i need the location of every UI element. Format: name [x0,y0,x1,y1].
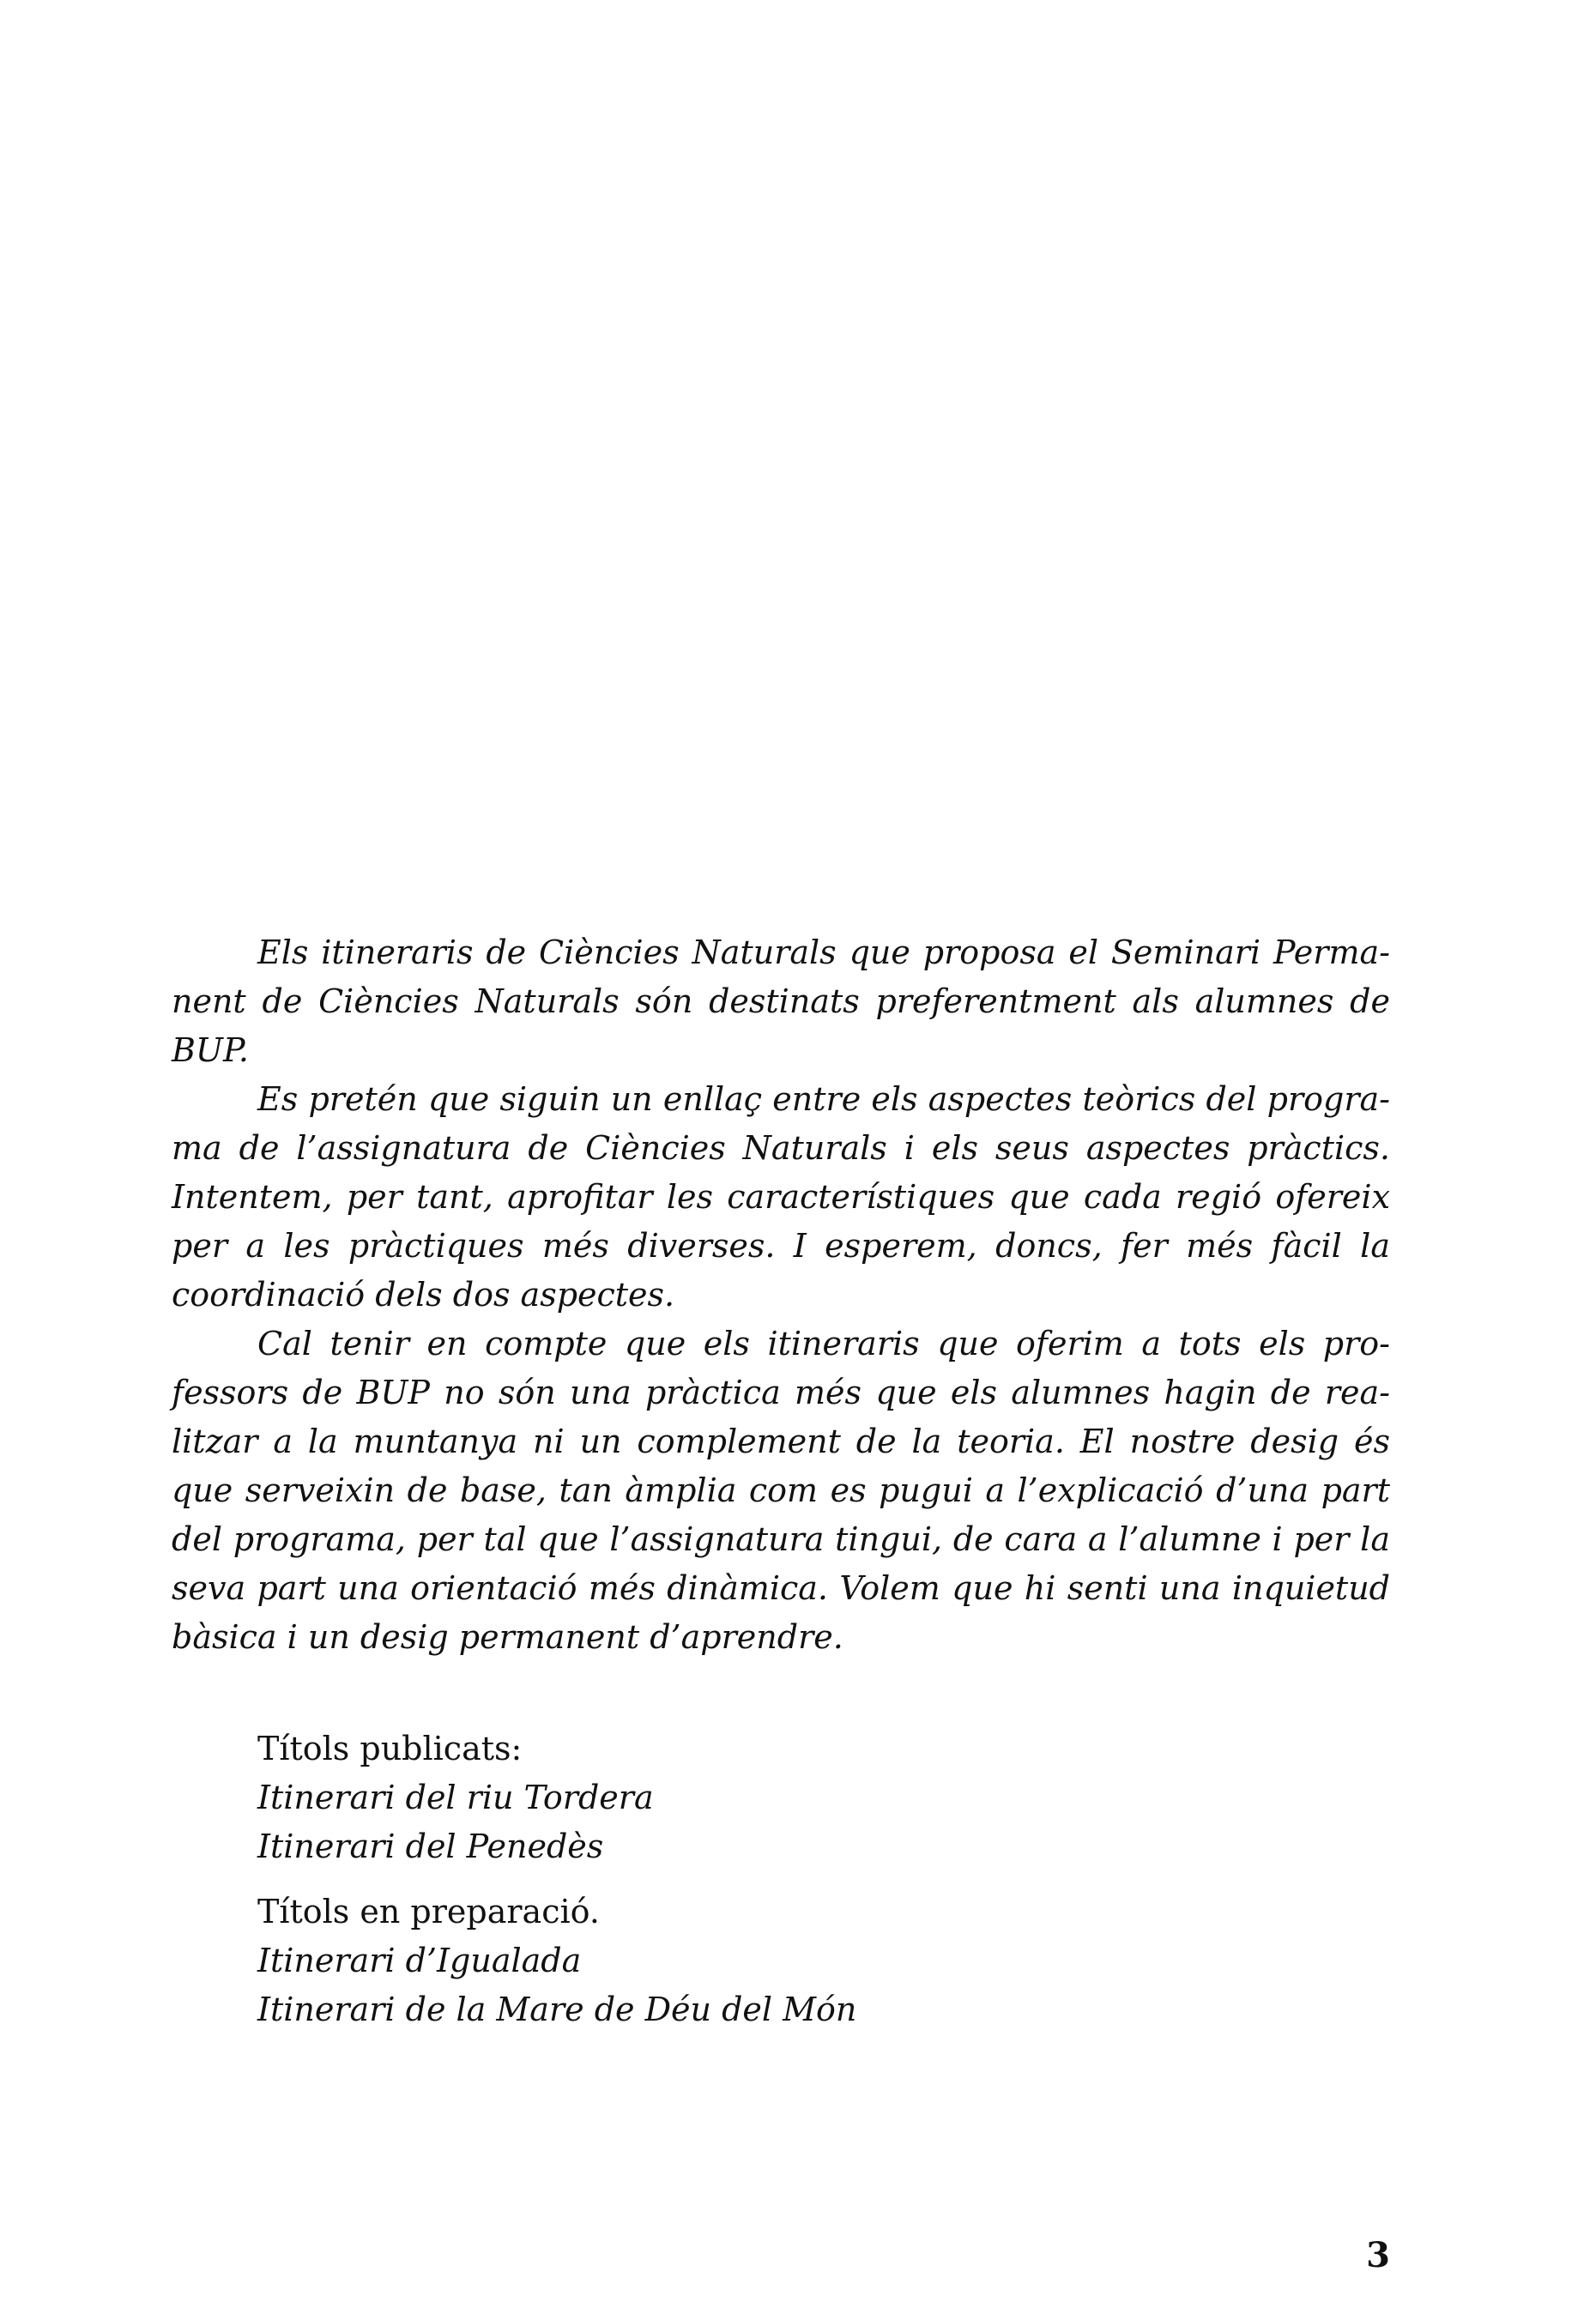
published-titles-heading: Títols publicats: [257,1730,523,1767]
published-title-item: Itinerari del riu Tordera [257,1779,654,1816]
preparation-title-item: Itinerari de la Mare de Déu del Món [257,1991,857,2028]
published-titles-list [257,1773,1115,1871]
intro-paragraph-2: Es pretén que siguin un enllaç entre els aspectes teòrics del programa de l’assignatura de Ciències Naturals i els seus aspectes pràctics. Intentem, per tant, aprofitar les característiques que cada regió ofereix per a les pràctiques més diverses. I esperem, doncs, fer més fàcil la coordinació dels dos aspectes. [172,1080,1390,1314]
intro-paragraph-1: Els itineraris de Ciències Naturals que proposa el Seminari Permanent de Ciències Naturals són destinats preferentment als alumnes de BUP. [172,933,1390,1069]
preparation-title-item: Itinerari d’Igualada [257,1942,582,1979]
intro-text [172,928,1390,1662]
preparation-titles-section [257,1888,1115,2034]
published-titles-section [257,1725,1115,1871]
preparation-titles-list [257,1936,1115,2034]
intro-paragraph-3: Cal tenir en compte que els itineraris que oferim a tots els professors de BUP no són una pràctica més que els alumnes hagin de realitzar a la muntanya ni un complement de la teoria. El nostre desig és que serveixin de base, tan àmplia com es pugui a l’explicació d’una part del programa, per tal que l’assignatura tingui, de cara a l’alumne i per la seva part una orientació més dinàmica. Volem que hi senti una inquietud bàsica i un desig permanent d’aprendre. [172,1325,1390,1656]
published-title-item: Itinerari del Penedès [257,1828,604,1865]
preparation-titles-heading: Títols en preparació. [257,1893,600,1930]
page-number: 3 [1366,2235,1390,2275]
